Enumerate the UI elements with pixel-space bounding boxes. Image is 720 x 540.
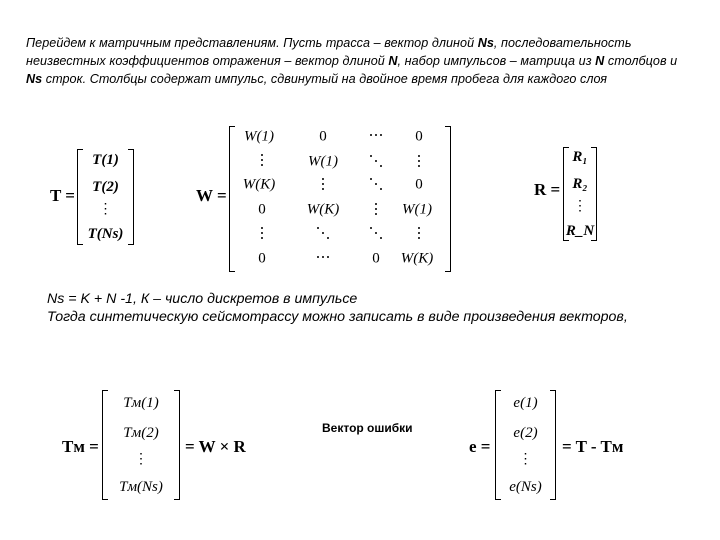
intro-text-4: столбцов и: [604, 54, 678, 68]
matrix-tm: [102, 390, 180, 500]
matrix-r-item: R_N: [565, 222, 595, 239]
matrix-t-label: T =: [50, 186, 75, 205]
intro-ns-rows: Ns: [26, 72, 43, 86]
matrix-r-item: R₂: [572, 175, 588, 192]
matrix-e-vdots: ⋮: [518, 452, 533, 467]
matrix-t: [77, 149, 134, 245]
matrix-w-cell: ⋱: [368, 225, 384, 242]
intro-ns: Ns: [477, 36, 494, 50]
matrix-r-item: R₁: [572, 149, 588, 165]
matrix-w-cell: W(K): [400, 250, 434, 267]
matrix-w-cell: ⋯: [368, 127, 384, 144]
matrix-t-item: T(Ns): [87, 225, 124, 242]
intro-n: N: [388, 54, 398, 68]
intro-n-columns: N: [595, 54, 605, 68]
matrix-w: [229, 126, 451, 272]
matrix-w-cell: W(K): [306, 201, 340, 218]
matrix-w-cell: ⋮: [315, 176, 331, 193]
matrix-w-cell: ⋮: [411, 225, 427, 242]
matrix-w-cell: ⋱: [368, 153, 384, 170]
matrix-w-cell: ⋯: [315, 249, 331, 266]
matrix-w-cell: ⋮: [254, 225, 270, 242]
matrix-w-cell: W(1): [244, 128, 274, 145]
e-equals-t-minus-tm: = T - Tм: [562, 437, 624, 456]
intro-text-2: , последовательность неизвестных коэффициентов отражения – вектор длиной: [26, 36, 632, 68]
error-vector-label: Вектор ошибки: [322, 421, 413, 435]
matrix-w-cell: 0: [415, 128, 423, 145]
equations-block: [47, 290, 687, 326]
matrix-e: [495, 390, 556, 500]
matrix-w-cell: ⋮: [254, 152, 270, 169]
matrix-w-cell: 0: [258, 201, 266, 218]
intro-paragraph: [26, 34, 691, 88]
synthetic-trace-text: Тогда синтетическую сейсмотрассу можно записать в виде произведения векторов,: [47, 309, 628, 325]
matrix-w-cell: W(K): [242, 176, 276, 193]
matrix-tm-right-bracket: [174, 390, 180, 500]
matrix-t-item: T(2): [92, 178, 119, 195]
matrix-e-item: e(2): [513, 425, 538, 441]
matrix-w-cell: ⋮: [411, 153, 427, 170]
matrix-w-cell: 0: [372, 250, 380, 267]
matrix-tm-label: Tм =: [62, 437, 99, 456]
matrix-e-label: e =: [469, 437, 491, 456]
matrix-w-cell: ⋱: [368, 176, 384, 193]
matrix-tm-item: Tм(2): [123, 425, 159, 441]
matrix-tm-item: Tм(1): [123, 395, 159, 411]
matrix-w-cell: 0: [415, 176, 423, 193]
matrix-t-right-bracket: [128, 149, 134, 245]
matrix-w-cell: ⋱: [315, 225, 331, 242]
intro-text-5: строк. Столбцы содержат импульс, сдвинутый на двойное время пробега для каждого слоя: [42, 72, 608, 86]
matrix-tm-vdots: ⋮: [134, 452, 148, 467]
ns-equation: Ns = K + N -1, К – число дискретов в импульсе: [47, 291, 358, 307]
matrix-t-item: T(1): [92, 152, 119, 168]
intro-text-1: Перейдем к матричным представлениям. Пусть трасса – вектор длиной: [26, 36, 478, 50]
matrix-w-cell: 0: [319, 128, 327, 145]
matrix-t-vdots: ⋮: [98, 202, 113, 218]
matrix-w-cell: 0: [258, 250, 266, 267]
matrix-e-right-bracket: [550, 390, 556, 500]
matrix-w-cell: W(1): [308, 153, 338, 170]
matrix-e-item: e(Ns): [509, 479, 542, 495]
matrix-w-label: W =: [196, 186, 227, 205]
matrix-w-cell: ⋮: [368, 201, 384, 218]
intro-text-3: , набор импульсов – матрица из: [397, 54, 596, 68]
matrix-r-label: R =: [534, 180, 561, 199]
matrix-r: [563, 147, 597, 241]
matrix-tm-item: Tм(Ns): [119, 479, 163, 495]
matrix-w-cell: W(1): [402, 201, 432, 218]
matrix-r-vdots: ⋮: [573, 199, 587, 215]
tm-equals-w-times-r: = W × R: [185, 437, 246, 456]
matrix-e-item: e(1): [513, 395, 538, 411]
